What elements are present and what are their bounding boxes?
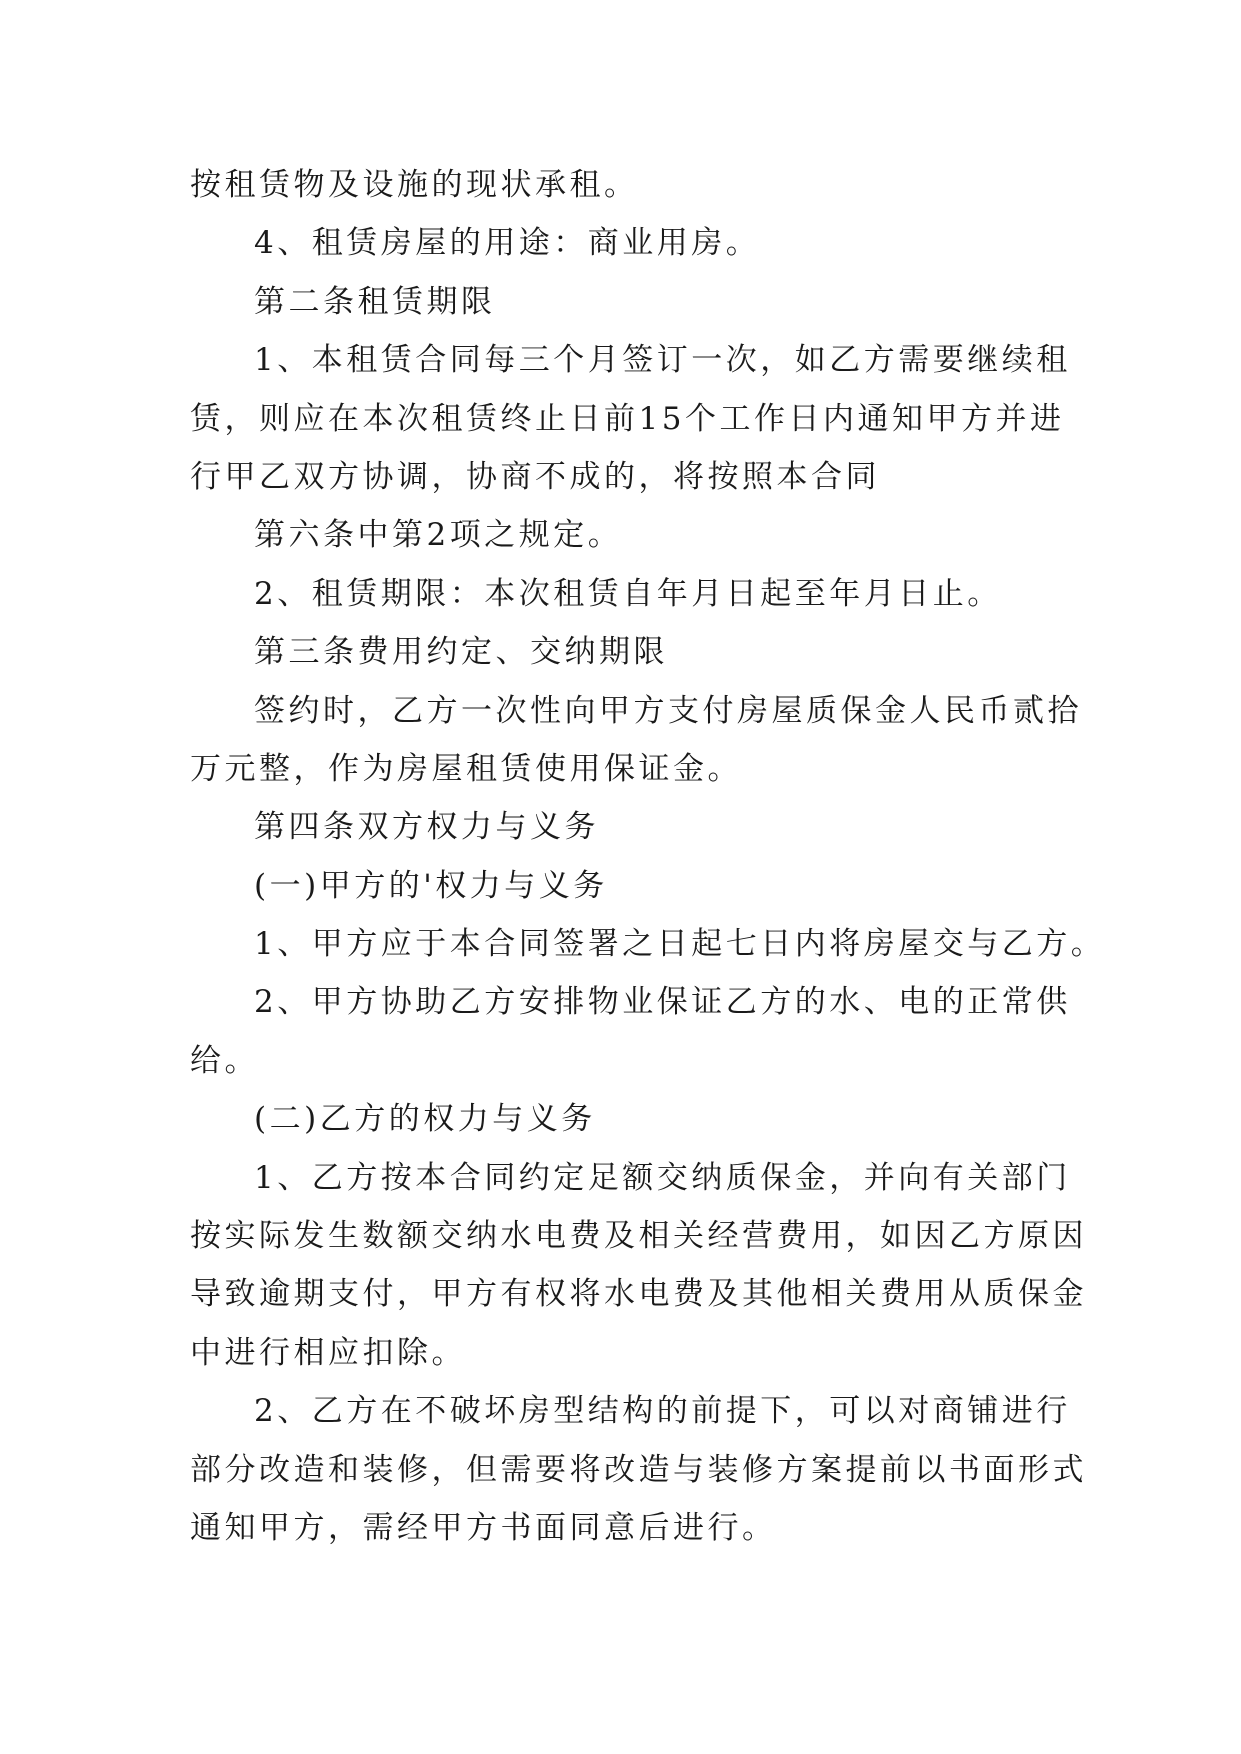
section-heading: 第二条租赁期限	[254, 283, 496, 320]
section-heading: 第四条双方权力与义务	[254, 809, 599, 846]
text-line: 按租赁物及设施的现状承租。	[190, 167, 639, 203]
text-line: 1、甲方应于本合同签署之日起七日内将房屋交与乙方。	[254, 926, 1106, 963]
subsection-heading: (一)甲方的'权力与义务	[254, 867, 608, 904]
text-line: 部分改造和装修，但需要将改造与装修方案提前以书面形式	[190, 1451, 1087, 1488]
text-line: 导致逾期支付，甲方有权将水电费及其他相关费用从质保金	[190, 1276, 1087, 1313]
text-line: 1、乙方按本合同约定足额交纳质保金，并向有关部门	[254, 1159, 1071, 1196]
text-line: 第六条中第2项之规定。	[254, 517, 623, 554]
text-line: 1、本租赁合同每三个月签订一次，如乙方需要继续租	[254, 342, 1071, 379]
text-line: 2、乙方在不破坏房型结构的前提下，可以对商铺进行	[254, 1393, 1071, 1430]
document-body	[190, 156, 1106, 1557]
text-line: 行甲乙双方协调，协商不成的，将按照本合同	[190, 458, 880, 495]
section-heading: 第三条费用约定、交纳期限	[254, 634, 668, 671]
text-line: 赁，则应在本次租赁终止日前15个工作日内通知甲方并进	[190, 400, 1065, 437]
text-line: 4、租赁房屋的用途：商业用房。	[254, 225, 761, 262]
text-line: 2、租赁期限：本次租赁自年月日起至年月日止。	[254, 575, 1002, 612]
text-line: 通知甲方，需经甲方书面同意后进行。	[190, 1509, 777, 1546]
text-line: 万元整，作为房屋租赁使用保证金。	[190, 750, 742, 787]
text-line: 2、甲方协助乙方安排物业保证乙方的水、电的正常供	[254, 984, 1071, 1021]
text-line: 给。	[190, 1042, 259, 1079]
text-line: 按实际发生数额交纳水电费及相关经营费用，如因乙方原因	[190, 1218, 1087, 1255]
text-line: 中进行相应扣除。	[190, 1334, 466, 1371]
text-line: 签约时，乙方一次性向甲方支付房屋质保金人民币贰拾	[254, 692, 1082, 729]
subsection-heading: (二)乙方的权力与义务	[254, 1101, 596, 1138]
